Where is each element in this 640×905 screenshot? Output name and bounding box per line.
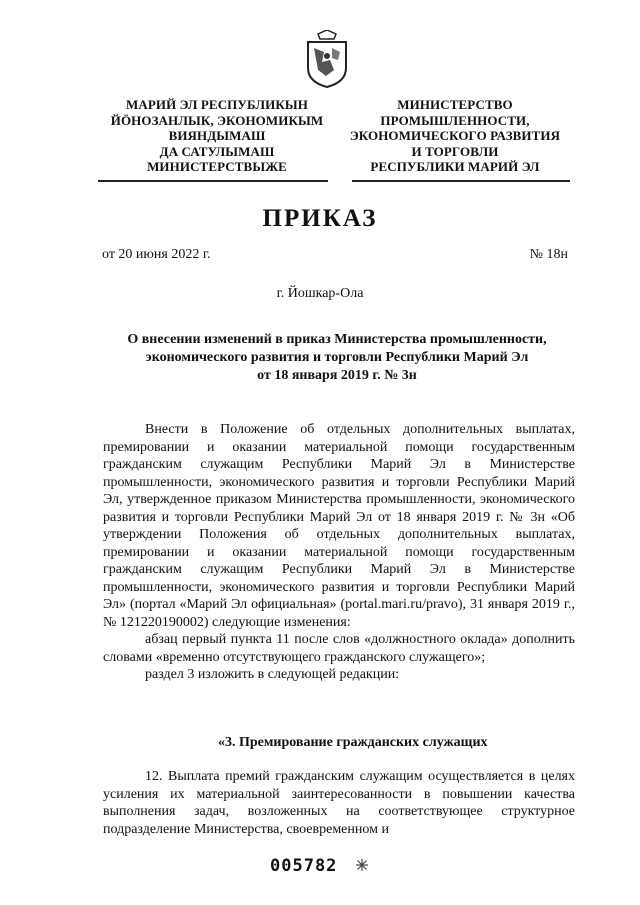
document-city: г. Йошкар-Ола xyxy=(276,286,364,301)
coat-of-arms-icon xyxy=(304,30,350,88)
body-paragraph: Внести в Положение об отдельных дополнительных выплатах, премировании и оказании материальной помощи государственным гражданским служащим Республики Марий Эл в Министерстве промышленности, экономического развития и торговли Республики Марий Эл, утвержденное приказом Министерства промышленности, экономического развития и торговли Республики Марий Эл от 18 января 2019 г. № 3н «Об утверждении Положения об отдельных дополнительных выплатах, премировании и оказании материальной помощи государственным гражданским служащим Республики Марий Эл в Министерстве промышленности, экономического развития и торговли Республики Марий Эл» (портал «Марий Эл официальная» (portal.mari.ru/pravo), 31 января 2019 г., № 121220190002) следующие изменения: xyxy=(103,422,575,630)
org-line: МИНИСТЕРСТВЫЖЕ xyxy=(147,159,287,174)
org-line: И ТОРГОВЛИ xyxy=(411,143,499,159)
org-name-russian xyxy=(340,97,570,175)
org-line: ПРОМЫШЛЕННОСТИ, xyxy=(380,112,530,128)
org-line: ЙӦНОЗАНЛЫК, ЭКОНОМИКЫМ xyxy=(110,112,324,128)
document-title: ПРИКАЗ xyxy=(262,205,378,232)
body-paragraph: раздел 3 изложить в следующей редакции: xyxy=(145,667,400,682)
body-paragraph: абзац первый пункта 11 после слов «должностного оклада» дополнить словами «временно отсутствующего гражданского служащего»; xyxy=(103,632,575,665)
org-name-mari xyxy=(98,97,336,175)
org-line: РЕСПУБЛИКИ МАРИЙ ЭЛ xyxy=(370,159,540,174)
header-divider-left xyxy=(98,180,328,182)
subject-line: экономического развития и торговли Республики Марий Эл xyxy=(145,350,529,365)
org-line: ДА САТУЛЫМАШ xyxy=(159,143,275,159)
header-divider-right xyxy=(352,180,570,182)
org-line: ЭКОНОМИЧЕСКОГО РАЗВИТИЯ xyxy=(349,128,561,143)
document-date: от 20 июня 2022 г. xyxy=(102,247,211,262)
org-line: МИНИСТЕРСТВО xyxy=(397,97,513,112)
document-number: № 18н xyxy=(529,247,568,262)
org-line: МАРИЙ ЭЛ РЕСПУБЛИКЫН xyxy=(125,97,309,112)
document-body xyxy=(103,421,575,684)
document-subject xyxy=(100,331,574,385)
subject-line: О внесении изменений в приказ Министерства промышленности, xyxy=(127,332,547,347)
org-line: ВИЯНДЫМАШ xyxy=(168,128,266,143)
subject-line: от 18 января 2019 г. № 3н xyxy=(257,368,417,383)
section-body xyxy=(103,768,575,838)
body-paragraph: 12. Выплата премий гражданским служащим осуществляется в целях усиления их материальной заинтересованности в повышении качества выполнения задач, возложенных на соответствующее структурное подразделение Министерства, своевременном и xyxy=(103,769,575,837)
serial-number: 005782 xyxy=(270,856,338,876)
section-heading: «3. Премирование гражданских служащих xyxy=(218,735,488,750)
seal-star-icon xyxy=(355,858,369,872)
